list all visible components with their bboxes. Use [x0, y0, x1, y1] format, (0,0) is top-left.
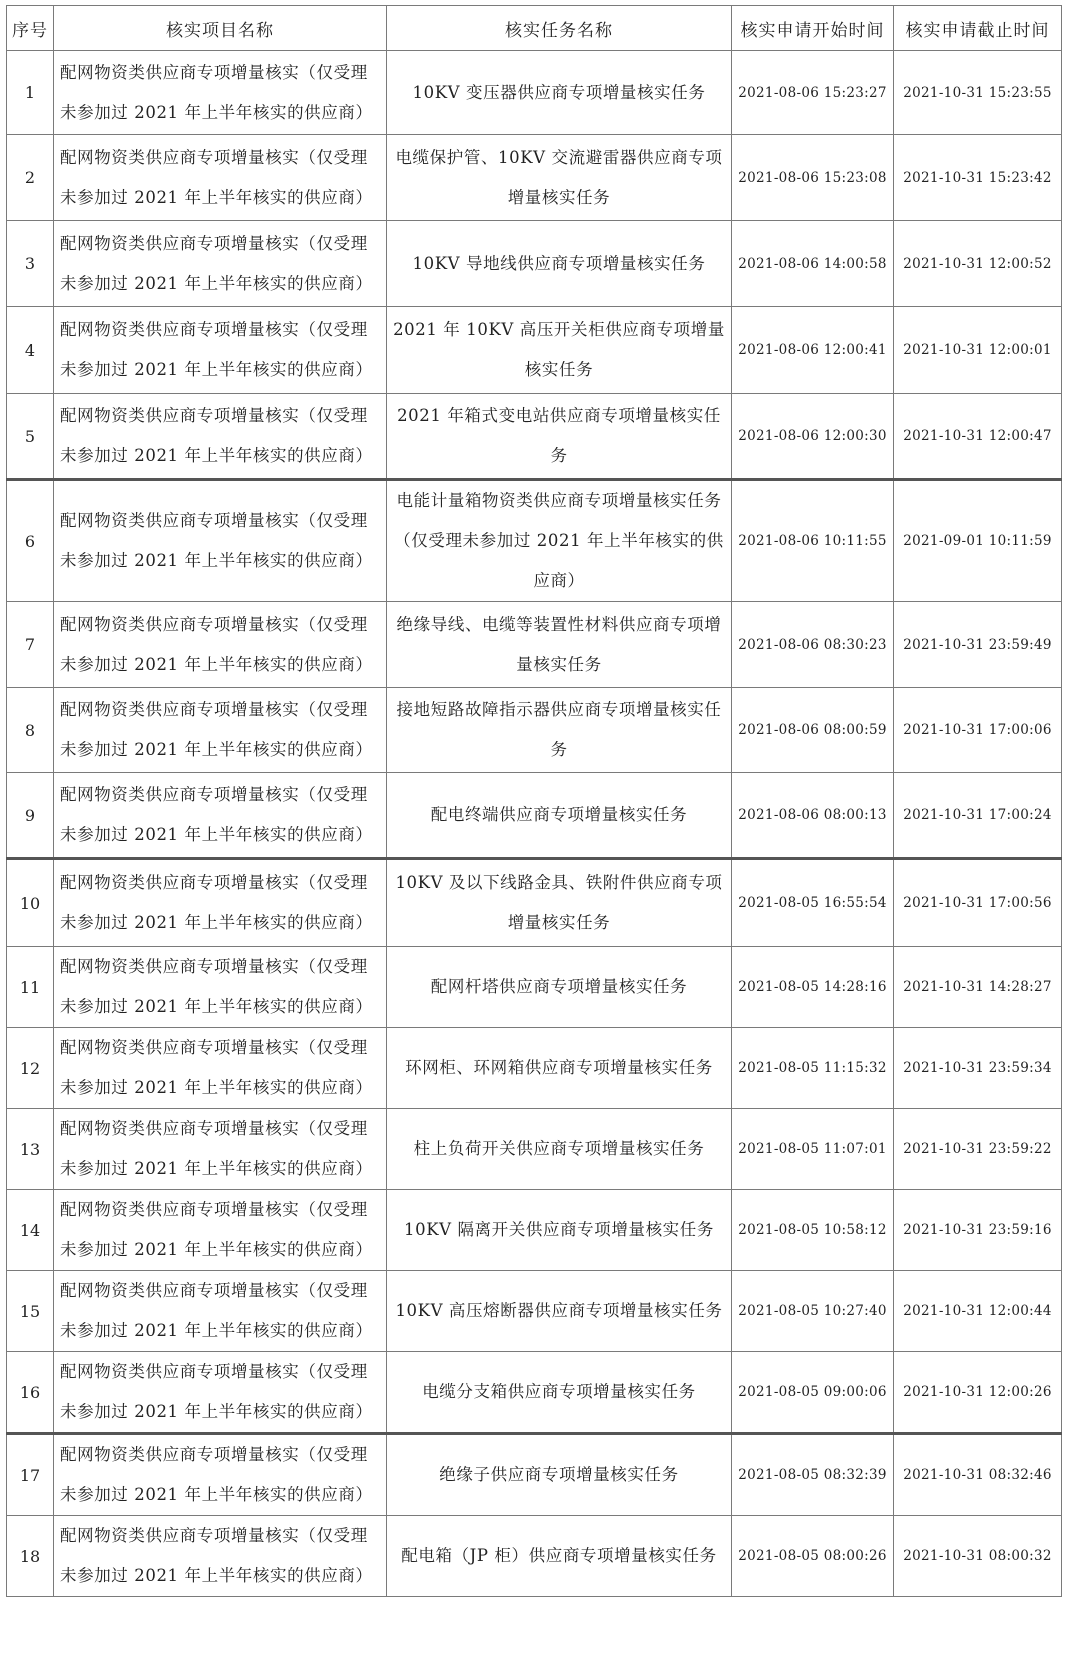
row-index: 14 — [7, 1190, 54, 1271]
row-index: 17 — [7, 1434, 54, 1516]
row-task-name: 绝缘子供应商专项增量核实任务 — [387, 1434, 732, 1516]
row-index: 12 — [7, 1028, 54, 1109]
row-index: 7 — [7, 602, 54, 688]
table-row — [7, 773, 1062, 859]
verification-table — [6, 5, 1062, 1597]
row-end-time: 2021-10-31 17:00:24 — [894, 773, 1062, 859]
row-end-time: 2021-10-31 12:00:47 — [894, 394, 1062, 480]
row-project-name: 配网物资类供应商专项增量核实（仅受理未参加过 2021 年上半年核实的供应商） — [54, 688, 387, 773]
header-index: 序号 — [7, 6, 54, 51]
row-end-time: 2021-10-31 12:00:44 — [894, 1271, 1062, 1352]
table-row — [7, 51, 1062, 135]
row-task-name: 电缆分支箱供应商专项增量核实任务 — [387, 1352, 732, 1434]
row-end-time: 2021-10-31 12:00:52 — [894, 221, 1062, 307]
row-index: 10 — [7, 859, 54, 947]
row-start-time: 2021-08-06 15:23:08 — [732, 135, 894, 221]
row-index: 2 — [7, 135, 54, 221]
verification-table-wrapper — [6, 5, 1061, 1597]
row-index: 4 — [7, 307, 54, 394]
table-row — [7, 1516, 1062, 1597]
row-task-name: 配网杆塔供应商专项增量核实任务 — [387, 947, 732, 1028]
row-index: 13 — [7, 1109, 54, 1190]
row-task-name: 10KV 变压器供应商专项增量核实任务 — [387, 51, 732, 135]
row-start-time: 2021-08-06 14:00:58 — [732, 221, 894, 307]
table-row — [7, 1028, 1062, 1109]
row-task-name: 绝缘导线、电缆等装置性材料供应商专项增量核实任务 — [387, 602, 732, 688]
row-end-time: 2021-10-31 23:59:34 — [894, 1028, 1062, 1109]
row-index: 3 — [7, 221, 54, 307]
row-project-name: 配网物资类供应商专项增量核实（仅受理未参加过 2021 年上半年核实的供应商） — [54, 51, 387, 135]
table-row — [7, 1190, 1062, 1271]
row-index: 1 — [7, 51, 54, 135]
row-task-name: 10KV 及以下线路金具、铁附件供应商专项增量核实任务 — [387, 859, 732, 947]
row-end-time: 2021-10-31 08:32:46 — [894, 1434, 1062, 1516]
row-task-name: 配电终端供应商专项增量核实任务 — [387, 773, 732, 859]
row-index: 6 — [7, 480, 54, 602]
row-project-name: 配网物资类供应商专项增量核实（仅受理未参加过 2021 年上半年核实的供应商） — [54, 773, 387, 859]
header-project: 核实项目名称 — [54, 6, 387, 51]
row-task-name: 10KV 高压熔断器供应商专项增量核实任务 — [387, 1271, 732, 1352]
row-start-time: 2021-08-05 08:32:39 — [732, 1434, 894, 1516]
row-project-name: 配网物资类供应商专项增量核实（仅受理未参加过 2021 年上半年核实的供应商） — [54, 859, 387, 947]
row-index: 11 — [7, 947, 54, 1028]
row-project-name: 配网物资类供应商专项增量核实（仅受理未参加过 2021 年上半年核实的供应商） — [54, 1352, 387, 1434]
row-end-time: 2021-10-31 12:00:01 — [894, 307, 1062, 394]
header-task: 核实任务名称 — [387, 6, 732, 51]
row-task-name: 2021 年箱式变电站供应商专项增量核实任务 — [387, 394, 732, 480]
row-end-time: 2021-10-31 17:00:56 — [894, 859, 1062, 947]
row-index: 16 — [7, 1352, 54, 1434]
table-row — [7, 1434, 1062, 1516]
row-start-time: 2021-08-06 15:23:27 — [732, 51, 894, 135]
table-row — [7, 480, 1062, 602]
header-row — [7, 6, 1062, 51]
row-task-name: 10KV 导地线供应商专项增量核实任务 — [387, 221, 732, 307]
row-start-time: 2021-08-06 08:30:23 — [732, 602, 894, 688]
row-start-time: 2021-08-05 09:00:06 — [732, 1352, 894, 1434]
row-project-name: 配网物资类供应商专项增量核实（仅受理未参加过 2021 年上半年核实的供应商） — [54, 1109, 387, 1190]
row-end-time: 2021-10-31 14:28:27 — [894, 947, 1062, 1028]
row-task-name: 电缆保护管、10KV 交流避雷器供应商专项增量核实任务 — [387, 135, 732, 221]
table-row — [7, 135, 1062, 221]
row-project-name: 配网物资类供应商专项增量核实（仅受理未参加过 2021 年上半年核实的供应商） — [54, 1516, 387, 1597]
row-end-time: 2021-10-31 23:59:49 — [894, 602, 1062, 688]
table-body — [7, 51, 1062, 1597]
row-end-time: 2021-10-31 23:59:22 — [894, 1109, 1062, 1190]
row-start-time: 2021-08-05 11:07:01 — [732, 1109, 894, 1190]
row-start-time: 2021-08-05 10:27:40 — [732, 1271, 894, 1352]
row-end-time: 2021-10-31 23:59:16 — [894, 1190, 1062, 1271]
row-task-name: 柱上负荷开关供应商专项增量核实任务 — [387, 1109, 732, 1190]
table-row — [7, 1109, 1062, 1190]
row-project-name: 配网物资类供应商专项增量核实（仅受理未参加过 2021 年上半年核实的供应商） — [54, 1190, 387, 1271]
table-row — [7, 859, 1062, 947]
row-project-name: 配网物资类供应商专项增量核实（仅受理未参加过 2021 年上半年核实的供应商） — [54, 307, 387, 394]
table-row — [7, 688, 1062, 773]
row-start-time: 2021-08-05 14:28:16 — [732, 947, 894, 1028]
row-end-time: 2021-10-31 17:00:06 — [894, 688, 1062, 773]
row-end-time: 2021-10-31 08:00:32 — [894, 1516, 1062, 1597]
row-project-name: 配网物资类供应商专项增量核实（仅受理未参加过 2021 年上半年核实的供应商） — [54, 135, 387, 221]
table-row — [7, 307, 1062, 394]
row-end-time: 2021-10-31 15:23:42 — [894, 135, 1062, 221]
row-task-name: 10KV 隔离开关供应商专项增量核实任务 — [387, 1190, 732, 1271]
row-start-time: 2021-08-06 08:00:13 — [732, 773, 894, 859]
row-end-time: 2021-10-31 15:23:55 — [894, 51, 1062, 135]
table-row — [7, 221, 1062, 307]
table-row — [7, 1271, 1062, 1352]
row-project-name: 配网物资类供应商专项增量核实（仅受理未参加过 2021 年上半年核实的供应商） — [54, 1028, 387, 1109]
row-index: 8 — [7, 688, 54, 773]
row-start-time: 2021-08-05 16:55:54 — [732, 859, 894, 947]
row-project-name: 配网物资类供应商专项增量核实（仅受理未参加过 2021 年上半年核实的供应商） — [54, 221, 387, 307]
row-index: 15 — [7, 1271, 54, 1352]
row-start-time: 2021-08-05 08:00:26 — [732, 1516, 894, 1597]
row-project-name: 配网物资类供应商专项增量核实（仅受理未参加过 2021 年上半年核实的供应商） — [54, 947, 387, 1028]
row-index: 18 — [7, 1516, 54, 1597]
row-start-time: 2021-08-05 10:58:12 — [732, 1190, 894, 1271]
row-task-name: 接地短路故障指示器供应商专项增量核实任务 — [387, 688, 732, 773]
row-project-name: 配网物资类供应商专项增量核实（仅受理未参加过 2021 年上半年核实的供应商） — [54, 602, 387, 688]
header-start-time: 核实申请开始时间 — [732, 6, 894, 51]
row-index: 9 — [7, 773, 54, 859]
row-start-time: 2021-08-06 08:00:59 — [732, 688, 894, 773]
row-project-name: 配网物资类供应商专项增量核实（仅受理未参加过 2021 年上半年核实的供应商） — [54, 1271, 387, 1352]
row-task-name: 配电箱（JP 柜）供应商专项增量核实任务 — [387, 1516, 732, 1597]
header-end-time: 核实申请截止时间 — [894, 6, 1062, 51]
row-end-time: 2021-09-01 10:11:59 — [894, 480, 1062, 602]
table-row — [7, 947, 1062, 1028]
row-start-time: 2021-08-05 11:15:32 — [732, 1028, 894, 1109]
row-task-name: 2021 年 10KV 高压开关柜供应商专项增量核实任务 — [387, 307, 732, 394]
row-project-name: 配网物资类供应商专项增量核实（仅受理未参加过 2021 年上半年核实的供应商） — [54, 480, 387, 602]
row-start-time: 2021-08-06 10:11:55 — [732, 480, 894, 602]
table-row — [7, 1352, 1062, 1434]
row-index: 5 — [7, 394, 54, 480]
row-project-name: 配网物资类供应商专项增量核实（仅受理未参加过 2021 年上半年核实的供应商） — [54, 394, 387, 480]
row-end-time: 2021-10-31 12:00:26 — [894, 1352, 1062, 1434]
row-project-name: 配网物资类供应商专项增量核实（仅受理未参加过 2021 年上半年核实的供应商） — [54, 1434, 387, 1516]
table-row — [7, 602, 1062, 688]
row-start-time: 2021-08-06 12:00:41 — [732, 307, 894, 394]
row-start-time: 2021-08-06 12:00:30 — [732, 394, 894, 480]
row-task-name: 环网柜、环网箱供应商专项增量核实任务 — [387, 1028, 732, 1109]
table-row — [7, 394, 1062, 480]
row-task-name: 电能计量箱物资类供应商专项增量核实任务（仅受理未参加过 2021 年上半年核实的供应商） — [387, 480, 732, 602]
